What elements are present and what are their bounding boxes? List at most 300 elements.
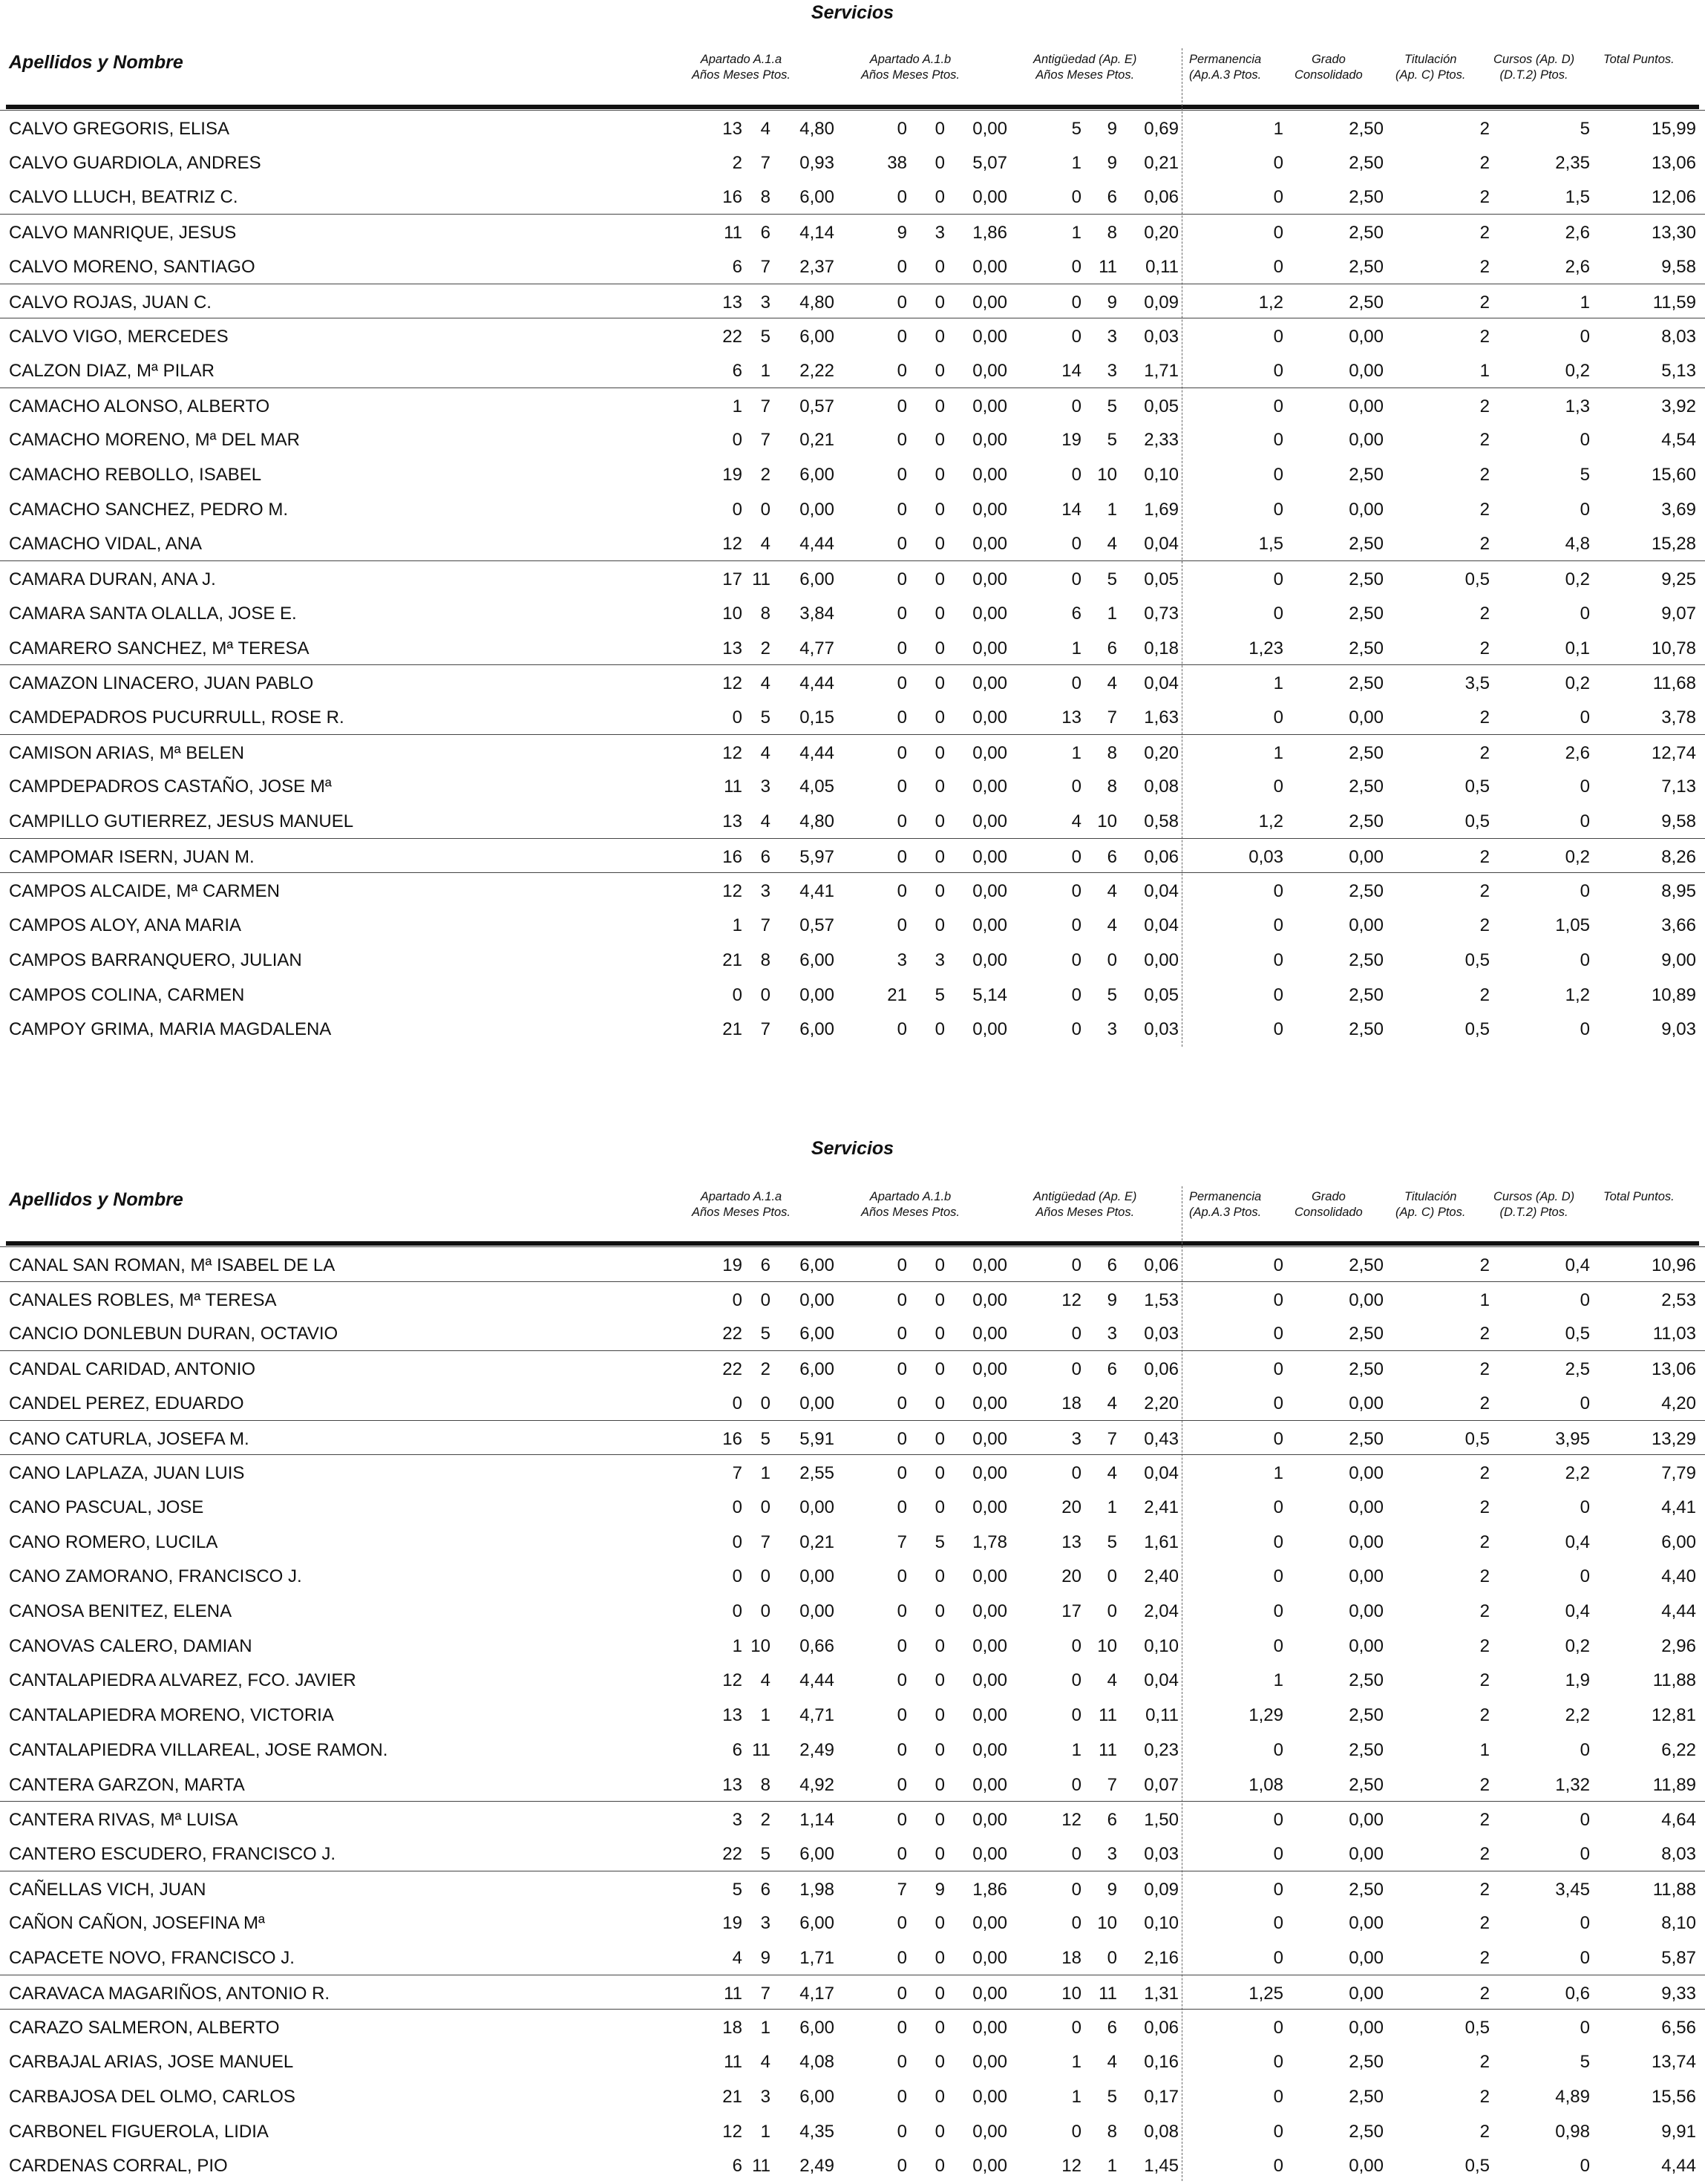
cell-grado: 2,50: [1349, 603, 1384, 624]
cell-antig-meses: 3: [1107, 1843, 1117, 1864]
cell-a1b-meses: 0: [935, 534, 945, 555]
table-row: [0, 1454, 1705, 1490]
cell-a1b-meses: 0: [935, 1463, 945, 1484]
cell-a1a-ptos: 4,71: [799, 1705, 834, 1726]
cell-antig-anos: 0: [1071, 292, 1081, 313]
cell-a1b-meses: 0: [935, 1428, 945, 1449]
cell-a1b-ptos: 0,00: [972, 1635, 1007, 1656]
cell-antig-meses: 7: [1107, 1774, 1117, 1795]
cell-a1a-ptos: 6,00: [799, 465, 834, 485]
table-row: [0, 1489, 1705, 1524]
cell-permanencia: 0: [1273, 2018, 1283, 2038]
table-row: [0, 1593, 1705, 1628]
cell-a1a-meses: 8: [760, 949, 770, 970]
cell-total: 13,06: [1651, 152, 1696, 173]
cell-a1a-anos: 3: [732, 1810, 742, 1831]
cell-a1a-ptos: 4,80: [799, 811, 834, 831]
cell-total: 11,88: [1652, 1879, 1696, 1900]
cell-antig-meses: 6: [1107, 638, 1117, 658]
table-row: [0, 699, 1705, 734]
row-name: CALVO MORENO, SANTIAGO: [9, 256, 255, 277]
cell-a1a-anos: 22: [722, 327, 742, 347]
cell-antig-ptos: 0,73: [1144, 603, 1179, 624]
cell-a1b-ptos: 0,00: [972, 2086, 1007, 2107]
row-name: CARDENAS CORRAL, PIO: [9, 2156, 228, 2177]
cell-a1b-meses: 0: [935, 777, 945, 797]
row-name: CAMPILLO GUTIERREZ, JESUS MANUEL: [9, 811, 354, 831]
cell-a1b-ptos: 0,00: [972, 534, 1007, 555]
cell-antig-ptos: 0,03: [1144, 327, 1179, 347]
cell-grado: 2,50: [1349, 1255, 1384, 1275]
cell-total: 3,92: [1661, 396, 1696, 416]
cell-a1a-ptos: 0,66: [799, 1635, 834, 1656]
cell-a1b-ptos: 0,00: [972, 1948, 1007, 1968]
cell-a1b-ptos: 5,07: [972, 152, 1007, 173]
cell-a1b-meses: 0: [935, 603, 945, 624]
cell-antig-meses: 8: [1107, 742, 1117, 763]
cell-a1a-ptos: 2,49: [799, 1739, 834, 1760]
cell-permanencia: 0: [1273, 2086, 1283, 2107]
table-row: [0, 1558, 1705, 1593]
cell-titulacion: 0,5: [1465, 1428, 1490, 1449]
cell-permanencia: 1: [1273, 119, 1283, 139]
cell-antig-ptos: 1,53: [1144, 1289, 1179, 1310]
cell-antig-ptos: 0,04: [1144, 881, 1179, 902]
cell-antig-ptos: 2,33: [1144, 430, 1179, 451]
cell-cursos: 0: [1580, 1497, 1590, 1517]
cell-a1a-meses: 7: [760, 1019, 770, 1040]
header-ap-a1a: Apartado A.1.a Años Meses Ptos.: [692, 53, 791, 82]
cell-antig-ptos: 0,23: [1144, 1739, 1179, 1760]
cell-antig-anos: 0: [1071, 256, 1081, 277]
cell-cursos: 0: [1580, 2156, 1590, 2177]
cell-a1b-ptos: 0,00: [972, 396, 1007, 416]
cell-a1b-meses: 0: [935, 1983, 945, 2004]
cell-a1a-meses: 7: [760, 430, 770, 451]
cell-titulacion: 2: [1479, 499, 1490, 520]
cell-a1a-meses: 2: [760, 1359, 770, 1380]
cell-grado: 0,00: [1349, 1601, 1384, 1621]
cell-antig-ptos: 0,20: [1144, 223, 1179, 243]
row-name: CALVO LLUCH, BEATRIZ C.: [9, 187, 238, 208]
cell-titulacion: 1: [1479, 1739, 1490, 1760]
cell-antig-meses: 9: [1107, 292, 1117, 313]
cell-permanencia: 1,23: [1249, 638, 1283, 658]
cell-antig-ptos: 0,06: [1144, 2018, 1179, 2038]
cell-a1b-anos: 3: [897, 949, 907, 970]
row-name: CARBAJAL ARIAS, JOSE MANUEL: [9, 2052, 294, 2073]
cell-cursos: 2,5: [1565, 1359, 1590, 1380]
cell-a1b-meses: 0: [935, 1497, 945, 1517]
cell-antig-anos: 19: [1061, 430, 1081, 451]
table-row: [0, 1871, 1705, 1906]
cell-antig-ptos: 1,63: [1144, 707, 1179, 728]
cell-total: 11,59: [1652, 292, 1696, 313]
cell-a1a-ptos: 3,84: [799, 603, 834, 624]
cell-total: 4,44: [1661, 2156, 1696, 2177]
cell-a1a-anos: 21: [722, 949, 742, 970]
cell-a1b-meses: 0: [935, 1601, 945, 1621]
cell-titulacion: 2: [1479, 1705, 1490, 1726]
cell-antig-meses: 8: [1107, 223, 1117, 243]
cell-a1a-meses: 2: [760, 465, 770, 485]
cell-permanencia: 0: [1273, 1359, 1283, 1380]
cell-a1b-ptos: 0,00: [972, 2052, 1007, 2073]
cell-antig-meses: 4: [1107, 881, 1117, 902]
cell-a1a-ptos: 6,00: [799, 1324, 834, 1344]
cell-titulacion: 2: [1479, 1531, 1490, 1552]
cell-a1b-ptos: 0,00: [972, 1393, 1007, 1413]
cell-a1a-meses: 4: [760, 2052, 770, 2073]
cell-antig-ptos: 2,16: [1144, 1948, 1179, 1968]
table-row: [0, 942, 1705, 977]
row-name: CALVO GUARDIOLA, ANDRES: [9, 152, 261, 173]
cell-a1b-anos: 0: [897, 569, 907, 590]
cell-antig-meses: 0: [1107, 1948, 1117, 1968]
cell-antig-meses: 4: [1107, 1393, 1117, 1413]
cell-total: 10,96: [1651, 1255, 1696, 1275]
cell-permanencia: 0: [1273, 360, 1283, 381]
cell-a1b-anos: 0: [897, 638, 907, 658]
cell-titulacion: 0,5: [1465, 2018, 1490, 2038]
cell-a1a-anos: 5: [732, 1879, 742, 1900]
cell-a1b-anos: 0: [897, 1739, 907, 1760]
cell-antig-ptos: 0,04: [1144, 1463, 1179, 1484]
cell-a1b-ptos: 0,00: [972, 2121, 1007, 2142]
cell-a1a-anos: 11: [724, 223, 742, 243]
cell-grado: 2,50: [1349, 569, 1384, 590]
cell-cursos: 0,98: [1555, 2121, 1590, 2142]
cell-total: 4,20: [1661, 1393, 1696, 1413]
cell-a1b-ptos: 0,00: [972, 742, 1007, 763]
cell-a1a-anos: 12: [722, 1670, 742, 1691]
cell-a1b-meses: 0: [935, 742, 945, 763]
cell-a1a-ptos: 4,92: [799, 1774, 834, 1795]
cell-permanencia: 0: [1273, 256, 1283, 277]
cell-a1b-meses: 5: [935, 1531, 945, 1552]
cell-a1b-ptos: 0,00: [972, 1739, 1007, 1760]
cell-permanencia: 0: [1273, 1635, 1283, 1656]
cell-permanencia: 1: [1273, 673, 1283, 694]
table-row: [0, 838, 1705, 874]
cell-a1b-anos: 0: [897, 1463, 907, 1484]
cell-permanencia: 0: [1273, 430, 1283, 451]
cell-a1b-anos: 0: [897, 915, 907, 936]
cell-titulacion: 2: [1479, 119, 1490, 139]
table-row: [0, 595, 1705, 630]
cell-a1b-meses: 0: [935, 360, 945, 381]
cell-a1b-meses: 0: [935, 119, 945, 139]
cell-antig-ptos: 2,40: [1144, 1566, 1179, 1587]
row-name: CAMPOS ALOY, ANA MARIA: [9, 915, 242, 936]
cell-antig-meses: 9: [1107, 152, 1117, 173]
cell-a1b-anos: 0: [897, 603, 907, 624]
cell-antig-meses: 4: [1107, 1670, 1117, 1691]
cell-a1a-anos: 0: [732, 1601, 742, 1621]
cell-total: 5,87: [1661, 1948, 1696, 1968]
cell-cursos: 0: [1580, 1019, 1590, 1040]
cell-titulacion: 0,5: [1465, 811, 1490, 831]
cell-a1a-anos: 7: [732, 1463, 742, 1484]
cell-a1a-anos: 4: [732, 1948, 742, 1968]
cell-a1b-meses: 0: [935, 1810, 945, 1831]
cell-total: 6,22: [1661, 1739, 1696, 1760]
cell-grado: 2,50: [1349, 1019, 1384, 1040]
cell-permanencia: 1: [1273, 742, 1283, 763]
cell-a1a-meses: 3: [760, 1913, 770, 1934]
cell-a1b-anos: 0: [897, 1983, 907, 2004]
cell-antig-anos: 0: [1071, 984, 1081, 1005]
cell-a1a-ptos: 4,44: [799, 534, 834, 555]
cell-antig-meses: 5: [1107, 569, 1117, 590]
cell-total: 12,06: [1651, 187, 1696, 208]
table-row: [0, 803, 1705, 838]
cell-antig-anos: 0: [1071, 846, 1081, 867]
row-name: CANTERA GARZON, MARTA: [9, 1774, 245, 1795]
cell-a1a-ptos: 0,00: [799, 1393, 834, 1413]
cell-grado: 2,50: [1349, 1324, 1384, 1344]
cell-a1a-meses: 1: [760, 1705, 770, 1726]
cell-grado: 2,50: [1349, 223, 1384, 243]
table-row: [0, 2079, 1705, 2113]
cell-permanencia: 0: [1273, 569, 1283, 590]
cell-a1b-ptos: 0,00: [972, 499, 1007, 520]
cell-antig-meses: 6: [1107, 1810, 1117, 1831]
header-rule: [6, 1241, 1699, 1246]
cell-antig-meses: 0: [1107, 949, 1117, 970]
cell-titulacion: 0,5: [1465, 2156, 1490, 2177]
cell-a1a-ptos: 1,71: [799, 1948, 834, 1968]
table-row: [0, 179, 1705, 214]
cell-a1b-ptos: 0,00: [972, 1497, 1007, 1517]
cell-grado: 2,50: [1349, 1774, 1384, 1795]
cell-a1a-anos: 13: [722, 1705, 742, 1726]
cell-a1a-ptos: 6,00: [799, 2086, 834, 2107]
row-name: CAMPDEPADROS CASTAÑO, JOSE Mª: [9, 777, 332, 797]
cell-antig-ptos: 0,20: [1144, 742, 1179, 763]
cell-a1b-anos: 0: [897, 673, 907, 694]
cell-cursos: 0,2: [1565, 569, 1590, 590]
cell-a1a-anos: 16: [722, 187, 742, 208]
row-name: CALVO VIGO, MERCEDES: [9, 327, 229, 347]
row-name: CANO ZAMORANO, FRANCISCO J.: [9, 1566, 302, 1587]
cell-a1a-anos: 2: [732, 152, 742, 173]
cell-a1a-meses: 0: [760, 1601, 770, 1621]
cell-a1b-meses: 0: [935, 2156, 945, 2177]
cell-permanencia: 0: [1273, 1289, 1283, 1310]
cell-titulacion: 2: [1479, 2086, 1490, 2107]
cell-antig-meses: 0: [1107, 1566, 1117, 1587]
cell-a1a-meses: 6: [760, 1879, 770, 1900]
table-row: [0, 1524, 1705, 1559]
cell-a1b-ptos: 0,00: [972, 1810, 1007, 1831]
table-row: [0, 977, 1705, 1012]
cell-antig-anos: 1: [1071, 152, 1081, 173]
cell-a1b-anos: 0: [897, 1635, 907, 1656]
cell-a1b-meses: 0: [935, 811, 945, 831]
cell-a1b-ptos: 0,00: [972, 1843, 1007, 1864]
cell-a1a-ptos: 0,00: [799, 499, 834, 520]
cell-a1a-meses: 4: [760, 534, 770, 555]
cell-grado: 0,00: [1349, 360, 1384, 381]
cell-antig-meses: 8: [1107, 2121, 1117, 2142]
cell-a1a-meses: 6: [760, 223, 770, 243]
table-row: [0, 734, 1705, 770]
cell-antig-anos: 18: [1061, 1948, 1081, 1968]
cell-antig-anos: 17: [1061, 1601, 1081, 1621]
cell-antig-ptos: 1,45: [1144, 2156, 1179, 2177]
table-row: [0, 214, 1705, 249]
table-row: [0, 353, 1705, 388]
cell-permanencia: 1,2: [1258, 292, 1283, 313]
cell-a1b-meses: 0: [935, 465, 945, 485]
table-row: [0, 145, 1705, 180]
cell-total: 11,88: [1652, 1670, 1696, 1691]
cell-a1b-anos: 0: [897, 2086, 907, 2107]
cell-a1a-anos: 1: [732, 915, 742, 936]
cell-a1a-anos: 0: [732, 1289, 742, 1310]
cell-titulacion: 2: [1479, 1324, 1490, 1344]
cell-a1a-anos: 22: [722, 1359, 742, 1380]
table-row: [0, 1315, 1705, 1350]
cell-titulacion: 2: [1479, 1566, 1490, 1587]
table-row: [0, 2044, 1705, 2079]
cell-total: 4,40: [1661, 1566, 1696, 1587]
cell-grado: 2,50: [1349, 465, 1384, 485]
cell-cursos: 0: [1580, 707, 1590, 728]
cell-antig-anos: 0: [1071, 1843, 1081, 1864]
cell-cursos: 0,2: [1565, 846, 1590, 867]
cell-total: 13,30: [1651, 223, 1696, 243]
cell-total: 9,58: [1661, 256, 1696, 277]
cell-cursos: 2,2: [1565, 1705, 1590, 1726]
cell-grado: 2,50: [1349, 152, 1384, 173]
cell-antig-anos: 1: [1071, 1739, 1081, 1760]
row-name: CAMPOS BARRANQUERO, JULIAN: [9, 949, 302, 970]
cell-antig-ptos: 0,03: [1144, 1019, 1179, 1040]
cell-cursos: 4,8: [1565, 534, 1590, 555]
table-row: [0, 1662, 1705, 1697]
cell-antig-anos: 0: [1071, 777, 1081, 797]
cell-permanencia: 0: [1273, 1393, 1283, 1413]
cell-cursos: 0: [1580, 603, 1590, 624]
cell-a1b-meses: 0: [935, 1913, 945, 1934]
cell-antig-meses: 5: [1107, 396, 1117, 416]
cell-cursos: 0,2: [1565, 1635, 1590, 1656]
cell-cursos: 0,6: [1565, 1983, 1590, 2004]
cell-antig-anos: 0: [1071, 1635, 1081, 1656]
cell-antig-ptos: 2,04: [1144, 1601, 1179, 1621]
cell-permanencia: 0: [1273, 327, 1283, 347]
cell-antig-ptos: 0,17: [1144, 2086, 1179, 2107]
cell-grado: 0,00: [1349, 396, 1384, 416]
cell-grado: 2,50: [1349, 742, 1384, 763]
cell-a1b-ptos: 1,86: [972, 1879, 1007, 1900]
cell-a1b-meses: 5: [935, 984, 945, 1005]
cell-a1a-ptos: 0,57: [799, 396, 834, 416]
cell-titulacion: 0,5: [1465, 1019, 1490, 1040]
cell-cursos: 0: [1580, 1948, 1590, 1968]
cell-a1b-meses: 0: [935, 499, 945, 520]
table-row: [0, 249, 1705, 284]
table-row: [0, 1836, 1705, 1871]
cell-a1a-ptos: 0,21: [799, 1531, 834, 1552]
row-name: CAMPOY GRIMA, MARIA MAGDALENA: [9, 1019, 332, 1040]
table-row: [0, 1281, 1705, 1317]
cell-a1b-ptos: 1,86: [972, 223, 1007, 243]
cell-antig-anos: 0: [1071, 1705, 1081, 1726]
cell-antig-anos: 1: [1071, 2086, 1081, 2107]
cell-cursos: 1,3: [1565, 396, 1590, 416]
cell-antig-ptos: 0,06: [1144, 1359, 1179, 1380]
row-name: CANDEL PEREZ, EDUARDO: [9, 1393, 244, 1413]
cell-titulacion: 2: [1479, 1774, 1490, 1795]
cell-antig-meses: 5: [1107, 430, 1117, 451]
cell-a1b-ptos: 5,14: [972, 984, 1007, 1005]
cell-cursos: 0,2: [1565, 673, 1590, 694]
cell-titulacion: 2: [1479, 534, 1490, 555]
cell-antig-anos: 0: [1071, 1463, 1081, 1484]
table-row: [0, 1697, 1705, 1732]
table-row: [0, 1385, 1705, 1420]
cell-a1a-ptos: 4,17: [799, 1983, 834, 2004]
cell-titulacion: 2: [1479, 984, 1490, 1005]
cell-antig-meses: 11: [1099, 1983, 1117, 2004]
cell-cursos: 0,1: [1565, 638, 1590, 658]
cell-grado: 0,00: [1349, 1983, 1384, 2004]
table-row: [0, 1975, 1705, 2010]
cell-a1b-anos: 0: [897, 1913, 907, 1934]
header-titulacion: Titulación (Ap. C) Ptos.: [1395, 53, 1466, 82]
cell-antig-ptos: 1,69: [1144, 499, 1179, 520]
cell-antig-meses: 1: [1107, 2156, 1117, 2177]
cell-antig-ptos: 0,10: [1144, 1913, 1179, 1934]
cell-total: 3,69: [1661, 499, 1696, 520]
cell-antig-anos: 0: [1071, 534, 1081, 555]
cell-antig-ptos: 0,06: [1144, 187, 1179, 208]
cell-a1b-ptos: 0,00: [972, 465, 1007, 485]
cell-antig-anos: 0: [1071, 327, 1081, 347]
cell-a1a-anos: 11: [724, 777, 742, 797]
cell-a1b-anos: 7: [897, 1531, 907, 1552]
cell-permanencia: 0: [1273, 881, 1283, 902]
cell-permanencia: 0: [1273, 223, 1283, 243]
cell-a1b-anos: 0: [897, 881, 907, 902]
cell-grado: 2,50: [1349, 881, 1384, 902]
cell-titulacion: 2: [1479, 430, 1490, 451]
cell-a1b-ptos: 0,00: [972, 327, 1007, 347]
cell-a1b-ptos: 0,00: [972, 256, 1007, 277]
cell-grado: 0,00: [1349, 1531, 1384, 1552]
cell-antig-meses: 6: [1107, 1255, 1117, 1275]
header-grado: Grado Consolidado: [1295, 53, 1363, 82]
cell-antig-anos: 20: [1061, 1566, 1081, 1587]
cell-a1a-ptos: 0,00: [799, 1497, 834, 1517]
cell-a1b-ptos: 0,00: [972, 1428, 1007, 1449]
cell-titulacion: 0,5: [1465, 949, 1490, 970]
cell-a1a-anos: 19: [722, 1255, 742, 1275]
cell-a1a-meses: 11: [752, 569, 770, 590]
cell-a1b-anos: 0: [897, 2156, 907, 2177]
cell-grado: 0,00: [1349, 1948, 1384, 1968]
table-row: [0, 907, 1705, 942]
cell-a1b-ptos: 0,00: [972, 811, 1007, 831]
header-rule: [6, 105, 1699, 109]
cell-a1a-meses: 1: [760, 2121, 770, 2142]
header-antiguedad: Antigüedad (Ap. E) Años Meses Ptos.: [1033, 53, 1137, 82]
cell-total: 3,78: [1661, 707, 1696, 728]
table-row: [0, 284, 1705, 319]
